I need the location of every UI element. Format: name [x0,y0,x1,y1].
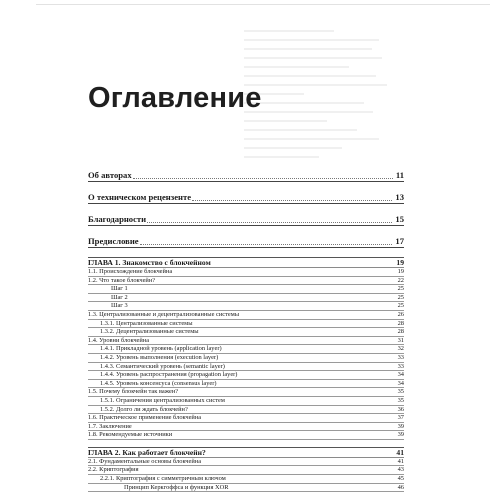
chapter-title: ГЛАВА 1. Знакомство с блокчейном [88,258,211,267]
divider [88,225,404,226]
toc-entry-label: 1.2. Что такое блокчейн? [88,276,156,284]
page-title: Оглавление [88,82,262,114]
toc-entry-page: 26 [397,310,404,318]
toc-entry-label: Шаг 2 [111,293,128,301]
toc-entry[interactable] [88,311,404,320]
toc-entry-page: 36 [397,405,404,413]
toc-entry[interactable] [88,484,404,493]
toc-entry-page: 25 [397,285,404,293]
toc-entry[interactable] [88,320,404,329]
toc-entry[interactable] [88,268,404,277]
toc-entry-page: 39 [397,431,404,439]
toc-entry-page: 34 [397,379,404,387]
toc-entry-label: 1.8. Рекомендуемые источники [88,431,173,439]
toc-entry[interactable] [88,414,404,423]
toc-entry[interactable] [88,294,404,303]
toc-entry-page: 43 [397,466,404,474]
toc-entry-page: 41 [397,457,404,465]
toc-entry-page: 33 [397,353,404,361]
leader-dots [147,216,392,223]
toc-entry-label: 1.4.5. Уровень консенсуса (consensus layer) [100,379,217,387]
toc-entry-page: 25 [397,302,404,310]
table-of-contents [88,170,404,492]
toc-entry[interactable] [88,475,404,484]
toc-entry[interactable] [88,423,404,432]
toc-entry-label: 1.6. Практическое применение блокчейна [88,414,202,422]
leader-dots [140,238,393,245]
toc-entry-label: 1.4.3. Семантический уровень (semantic layer) [100,362,225,370]
toc-front-item[interactable] [88,192,404,203]
toc-entry-label: Шаг 3 [111,302,128,310]
toc-entry-label: 1.7. Заключение [88,422,132,430]
toc-entry[interactable] [88,458,404,467]
toc-entry[interactable] [88,363,404,372]
leader-dots [192,194,392,201]
toc-entry-label: 1.4. Уровни блокчейна [88,336,150,344]
toc-entry[interactable] [88,354,404,363]
chapter-page: 19 [396,258,404,267]
toc-entry[interactable] [88,328,404,337]
toc-entry-label: 1.4.2. Уровень выполнения (execution layer) [100,353,219,361]
toc-entry-label: Шаг 1 [111,285,128,293]
toc-item-label: Об авторах [88,170,132,180]
toc-item-label: Предисловие [88,236,139,246]
toc-entry-page: 35 [397,396,404,404]
toc-entry-page: 25 [397,293,404,301]
toc-entry[interactable] [88,302,404,311]
toc-entry-page: 28 [397,328,404,336]
toc-entry[interactable] [88,388,404,397]
toc-entry-label: Принцип Керкгоффса и функция XOR [124,483,229,491]
toc-chapter-2[interactable] [88,448,404,458]
toc-entry-page: 33 [397,362,404,370]
toc-entry[interactable] [88,345,404,354]
toc-entry-label: 1.4.4. Уровень распространения (propagation layer) [100,371,238,379]
toc-entry[interactable] [88,277,404,286]
toc-entry-label: 1.3.1. Централизованные системы [100,319,193,327]
toc-chapter-1[interactable] [88,258,404,268]
toc-item-page: 15 [395,214,404,224]
toc-entry-page: 46 [397,483,404,491]
toc-entry[interactable] [88,380,404,389]
toc-entry[interactable] [88,371,404,380]
toc-entry-label: 1.5. Почему блокчейн так важен? [88,388,179,396]
toc-entry-page: 34 [397,371,404,379]
toc-entry-label: 1.1. Происхождение блокчейна [88,268,173,275]
toc-entry[interactable] [88,397,404,406]
toc-front-item[interactable] [88,170,404,181]
leader-dots [133,172,393,179]
toc-item-page: 13 [395,192,404,202]
toc-entry-page: 39 [397,422,404,430]
toc-item-page: 17 [395,236,404,246]
toc-entry-label: 2.2.1. Криптография с симметричным ключом [100,475,226,483]
toc-entry-label: 2.1. Фундаментальные основы блокчейна [88,457,202,465]
page-top-rule [36,4,490,5]
chapter-page: 41 [396,447,404,457]
divider [88,247,404,248]
toc-entry[interactable] [88,285,404,294]
toc-entry-label: 1.3.2. Децентрализованные системы [100,328,199,336]
toc-item-label: О техническом рецензенте [88,192,192,202]
toc-front-item[interactable] [88,214,404,225]
divider [88,203,404,204]
toc-entry-page: 22 [397,276,404,284]
chapter-title: ГЛАВА 2. Как работает блокчейн? [88,447,206,457]
toc-entry-label: 1.3. Централизованные и децентрализованные системы [88,310,240,318]
toc-entry-label: 2.2. Криптография [88,466,139,474]
toc-item-label: Благодарности [88,214,147,224]
toc-entry-page: 31 [397,336,404,344]
toc-entry-page: 32 [397,345,404,353]
toc-entry-page: 35 [397,388,404,396]
toc-entry-page: 19 [397,268,404,275]
divider [88,181,404,182]
toc-entry-page: 45 [397,475,404,483]
toc-entry-label: 1.4.1. Прикладной уровень (application layer) [100,345,222,353]
toc-item-page: 11 [395,170,404,180]
toc-entry[interactable] [88,337,404,346]
toc-entry[interactable] [88,406,404,415]
spacer [88,440,404,446]
toc-entry[interactable] [88,466,404,475]
toc-entry-label: 1.5.1. Ограничения централизованных систем [100,396,225,404]
toc-entry-page: 37 [397,414,404,422]
toc-front-item[interactable] [88,236,404,247]
toc-entry-page: 28 [397,319,404,327]
toc-entry[interactable] [88,431,404,440]
bleed-through-text [244,30,394,180]
toc-entry-label: 1.5.2. Долго ли ждать блокчейн? [100,405,188,413]
